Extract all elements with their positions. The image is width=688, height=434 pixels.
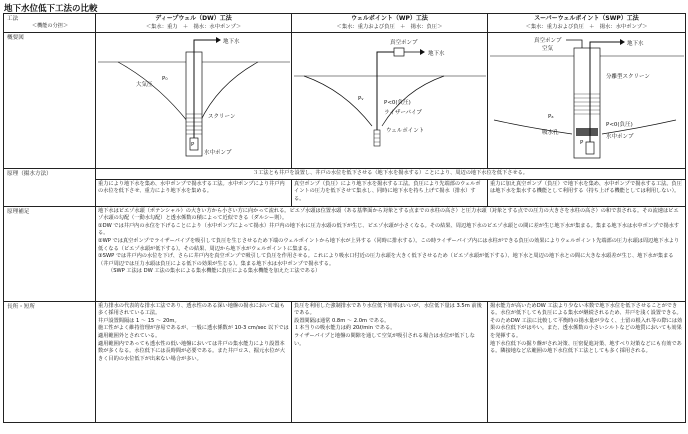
dw-groundwater-label: 地下水	[223, 39, 240, 46]
wp-sub: ＜集水：重力および負圧 ＋ 揚水：負圧＞	[336, 23, 443, 30]
swp-pump-label: 水中ポンプ	[606, 134, 634, 141]
principle-swp: 重力に加え真空ポンプ（負圧）で地下水を集め、水中ポンプで揚水する工法。負圧は地下水を集水する機能として利用する（持ち上げる機能としては利用しない）。	[488, 179, 686, 206]
principle-row	[4, 179, 686, 206]
wp-vacuum-label: 真空ポンプ	[390, 40, 418, 47]
dw-drawdown-left	[118, 62, 188, 122]
supplement-row	[4, 206, 686, 301]
supplement-label: 原理補足	[4, 206, 96, 301]
swp-suction-band	[576, 128, 598, 136]
diagram-dw-cell	[96, 33, 292, 169]
principle-common-row	[4, 169, 686, 180]
dw-diagram	[98, 34, 290, 164]
swp-suction-label: 吸水孔	[542, 130, 559, 137]
header-label-cell	[4, 14, 96, 33]
diagram-label: 概要図	[4, 33, 96, 169]
wp-riser-label: ライザーパイプ	[384, 110, 422, 117]
dw-sub: ＜集水：重力 ＋ 揚水：水中ポンプ＞	[145, 23, 242, 30]
principle-common: ３工法とも井戸を設置し、井戸の水位を低下させる（地下水を揚水する）ことにより、周辺の地下水位を低下させる。	[96, 169, 686, 180]
supplement-para: 地下水はピエゾ水頭（ポテンシャル）の大きい方から小さい方に向かって流れる。ピエゾ水頭は位置水頭（ある基準面から対象とする点までの水柱の高さ）と圧力水頭（対象とする点での圧力の大きさを水柱の高さ）の和で表される。その流速はピエゾ水頭の勾配（一動水勾配）と透水係数の積によって近似できる（ダルシー則）。	[98, 207, 679, 222]
dw-discharge-arrow	[216, 37, 221, 43]
dw-screen-label: スクリーン	[208, 114, 236, 121]
swp-discharge-arrow	[620, 39, 625, 45]
header-label-method: 工法	[7, 16, 19, 22]
diagram-swp-cell	[488, 33, 686, 169]
pros-dw: 重力排水の代表的な排水工法であり、透水性のある深い地盤の揚水において最も多く採用されている工法。 井戸設置間隔は 1 ～ 15 ～ 20m。 施工性がよく維持管理が容易であるが、一般に透水係数が 10-3 cm/sec 以下では適用範囲外とされている。 適用範囲内であっても透水性の低い地盤においては井戸の集水能力により設置本数が多くなる。水位低下には長時間が必要である。また井戸ロス、掘元水位が大きく目的の水位低下が出来ない場合が多い。	[96, 301, 292, 422]
swp-diagram	[490, 34, 684, 164]
dw-atm-label: 大気圧	[136, 82, 153, 89]
supplement-para: ①DW では井戸内の水位を下げることにより（水中ポンプによって揚水）井戸内の地下水に圧力水頭の低下が生じ、ピエゾ水頭が小さくなる。その結果、周辺地下水のピエゾ水頭との間に差が生じ地下水が集まる。集まる地下水は水中ポンプで揚水する。	[98, 222, 680, 237]
principle-label: 原理（揚水方法）	[4, 169, 96, 207]
comparison-table	[3, 13, 686, 423]
principle-wp: 真空ポンプ（負圧）により地下水を揚水する工法。負圧により先端部のウェルポイントの圧力を低下させて集水し、同時に地下水を持ち上げて揚水（排水）する。	[292, 179, 488, 206]
wp-riser-pipe	[377, 52, 394, 130]
dw-drawdown-right	[200, 62, 258, 122]
diagram-wp-cell	[292, 33, 488, 169]
principle-dw: 重力により地下水を集め、水中ポンプで揚水する工法。水中ポンプにより井戸内の水位を低下させ、重力により地下水を集める。	[96, 179, 292, 206]
header-row	[4, 14, 686, 33]
wp-pv-label: Pᵥ	[358, 96, 364, 103]
header-wp	[292, 14, 488, 33]
pros-swp: 揚水能力が高いためDW 工法より少ない本数で地下水位を低下させることができる。水位が低下しても負圧による集水が継続されるため、井戸を浅く設置できる。そのためDW 工法に比較して平衡時の揚水量が少なく、土留の根入れ等の際には効果の水位低下がはやい。また、透水係数の小さいシルトなどの地質においても効果を発揮する。 地下水位低下の掘り盤がされ対策、圧密促進対策、地すべり対策などにも有効である。隣接地など広範囲の地下水位低下工法としても多く採用される。	[488, 301, 686, 422]
wp-diagram	[294, 34, 486, 164]
swp-vacuum-label: 真空ポンプ	[534, 38, 562, 45]
wp-negative-label: P<0(負圧)	[384, 100, 411, 107]
swp-air-label: 空気	[542, 46, 554, 53]
supplement-para: ②WP では真空ポンプでライザーパイプを吸引して負圧を生じさせるため下端のウェルポイントから地下水が上昇する（同時に排水する）。この時ライザーパイプ内には水柱ができる負圧の効果によりウェルポイント先端部の圧力水頭は周辺地下水より低くなる（ピエゾ水頭が低下する）。その結果、周辺から地下水がウェルポイントに集まる。	[98, 238, 680, 252]
swp-sub: ＜集水：重力および負圧 ＋ 揚水：水中ポンプ＞	[525, 23, 648, 30]
swp-vacuum-pipe	[566, 40, 582, 48]
swp-pa-label: Pₐ	[548, 114, 554, 121]
dw-p-label: P	[191, 142, 195, 149]
supplement-cell	[96, 206, 686, 301]
header-dw	[96, 14, 292, 33]
swp-pump-body	[586, 142, 594, 154]
dw-pump-label: 水中ポンプ	[204, 150, 232, 157]
diagram-row	[4, 33, 686, 169]
swp-name: スーパーウェルポイント（SWP）工法	[534, 15, 639, 22]
swp-well-casing	[574, 48, 600, 158]
wp-wellpoint-label: ウェルポイント	[386, 128, 425, 135]
page-title: 地下水位低下工法の比較	[4, 4, 98, 14]
supplement-para: （SWP 工法は DW 工法の集水による集水機能に負圧による集水機能を加えた工法である）	[108, 268, 321, 275]
wp-vacuum-pump	[394, 48, 404, 56]
header-label-function: ＜機能の分担＞	[31, 23, 69, 30]
pros-label: 長所・短所	[4, 301, 96, 422]
wp-name: ウェルポイント（WP）工法	[351, 15, 428, 22]
dw-name: ディープウェル（DW）工法	[155, 15, 232, 22]
supplement-para: ③SWP では井戸内の水位を下げ、さらに井戸内を真空ポンプで吸引して負圧を作用させる。これにより吸水口付近の圧力水頭を大きく低下させるため（ピエゾ水頭が低下する）、地下水と周辺の地下水との間に大きな水頭差が生じ、地下水が集まる（井戸周辺では圧力水頭は負圧による低下の効果が生じる）。集まる地下水は水中ポンプで揚水する。	[98, 253, 674, 267]
swp-p-label: P	[580, 140, 584, 147]
header-swp	[488, 14, 686, 33]
swp-drawdown-left	[494, 120, 572, 137]
pros-row	[4, 301, 686, 422]
wp-water-label: 地下水	[428, 51, 445, 58]
dw-p0-label: P₀	[162, 76, 168, 83]
wp-out-arrow	[420, 49, 425, 55]
swp-groundwater-label: 地下水	[627, 41, 644, 48]
swp-negative-label: P<0(負圧)	[606, 122, 633, 129]
pros-wp: 負圧を利用した強制排水であり水位低下効率はいいが、水位低下量は 3.5m 前後である。 設置間隔は通常 0.8m ～ 2.0m である。 １本当りの吸水能力は約 20ℓ/min である。 ライザーパイプと地盤の間隙を通して空気が吸引される場合は水位が低下しない。	[292, 301, 488, 422]
swp-screen-label: 分離型スクリーン	[606, 74, 650, 81]
